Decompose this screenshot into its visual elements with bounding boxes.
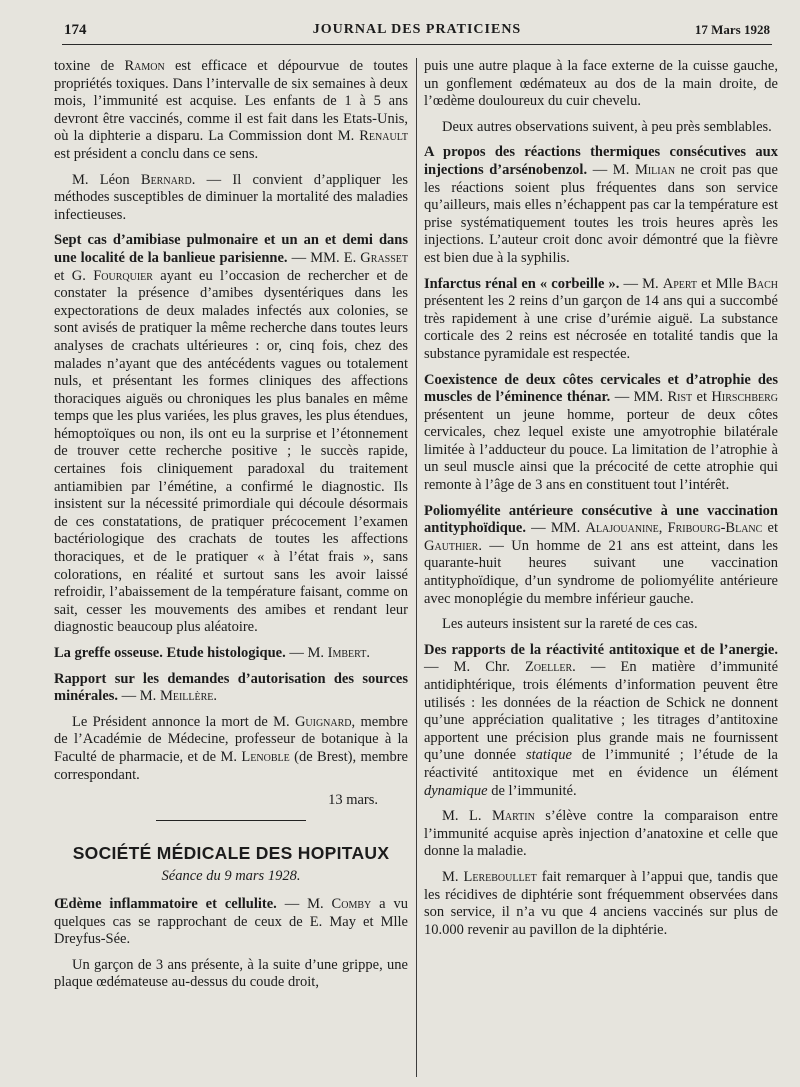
date-line: 13 mars. (328, 792, 378, 809)
article-title-greffe: La greffe osseuse. Etude histologique. (54, 645, 286, 661)
article-title-rapports: Des rapports de la réactivité antitoxique et de l’anergie. (424, 641, 778, 658)
paragraph-bernard: M. Léon Bernard. — Il convient d’appliquer les méthodes susceptibles de diminuer la mortalité des maladies infectieuses. (54, 171, 409, 223)
section-title: SOCIÉTÉ MÉDICALE DES HOPITAUX (72, 842, 390, 863)
paragraph-polio-rarete: Les auteurs insistent sur la rareté de ces cas. (442, 616, 698, 633)
article-title-reactions: A propos des réactions thermiques consécutives aux injections d’arsénobenzol. (424, 144, 778, 178)
paragraph-garcon: Un garçon de 3 ans présente, à la suite d’une grippe, une plaque œdémateuse au-dessus du coude droit, (54, 956, 408, 991)
header-rule (62, 44, 772, 45)
section-rule (156, 820, 306, 821)
issue-date: 17 Mars 1928 (694, 22, 770, 37)
column-divider (416, 58, 417, 1077)
paragraph-martin: M. L. Martin s’élève contre la comparaison entre l’immunité acquise après injection d’anatoxine et celle que donne la maladie. (424, 808, 778, 860)
paragraph-lereboullet: M. Lereboullet fait remarquer à l’appui que, tandis que les récidives de diphtérie sont fréquemment observées dans son service, il n’a vu que 4 anciens vaccinés sur plus de 10.000 revenir au pavillon de la diphtérie. (424, 868, 778, 938)
left-column: toxine de Ramon est efficace et dépourvue de toutes propriétés toxiques. Dans l’intervalle de six semaines à deux mois, l’immunité est acquise. Les enfants de 1 à 5 ans devront être vaccinés, comme il est fait dans les Etats-Unis, où la diphterie a disparu. La Commission dont M. Renault est président a conclu dans ce sens. M. Léon Bernard. — Il convient d’appliquer les méthodes susceptibles de diminuer la mortalité des maladies infectieuses. Sept cas d’amibiase pulmonaire et un an et demi dans une localité de la banlieue parisienne. — MM. E. Grasset et G. Fourquier ayant eu l’occasion de rechercher et de constater la présence d’amibes dysentériques dans les expectorations de deux malades infectés aux colonies, se sont avisés de pratiquer la même recherche dans toutes leurs analyses de crachats ultérieures : or, cinq fois, chez des malades n’ayant que des antécédents vagues ou totalement nuls, et présentant les formes cliniques des affections thoraciques aiguës ou chroniques les plus banales en même temps que les plus variées, les plus graves, les plus étendues, hémoptoïques ou non, ils ont eu la surprise et l’étonnement de trouver cette recherche positive ; le succès rapide, certaines fois cliniquement paradoxal du traitement antiamibien par l’émétine, a confirmé le diagnostic. Ils insistent sur la nécessité primordiale qui découle désormais de ces constatations, de pratiquer précocement l’examen bactériologique des crachats de toutes les affections thoraciques, et de le pratiquer « à l’état frais », sans colorations, en réalité et surtout sans les avoir laissé refroidir, l’abaissement de la température faisant, comme on sait, cesser les mouvements des amibes et rendant leur diagnostic beaucoup plus aléatoire. La greffe osseuse. Etude histologique. — M. Imbert. Rapport sur les demandes d’autorisation des sources minérales. — M. Meillère. Le Président annonce la mort de M. Guignard, membre de l’Académie de Médecine, professeur de botanique à la Faculté de pharmacie, et de M. Lenoble (de Brest), membre correspondant. 13 mars. SOCIÉTÉ MÉDICALE DES HOPITAUX Séance du 9 mars 1928. Œdème inflammatoire et cellulite. — M. Comby a vu quelques cas se rapprochant de ceux de E. May et Mlle Dreyfus-Sée. Un garçon de 3 ans présente, à la suite d’une grippe, une plaque œdémateuse au-dessus du coude droit, (54, 58, 409, 991)
page-header (64, 22, 770, 40)
article-title-rapport: Rapport sur les demandes d’autorisation des sources minérales. (54, 670, 408, 705)
article-title-amibiase: Sept cas d’amibiase pulmonaire et un an et demi dans une localité de la banlieue parisienne. (54, 232, 408, 266)
article-title-oedeme: Œdème inflammatoire et cellulite. (54, 895, 277, 912)
paragraph-plaque: puis une autre plaque à la face externe de la cuisse gauche, un gonflement œdémateux au dos de la main droite, de l’œdème douloureux du cuir chevelu. (424, 58, 778, 110)
article-title-coexistence: Coexistence de deux côtes cervicales et d’atrophie des muscles de l’éminence thénar. (424, 371, 778, 406)
journal-title: JOURNAL DES PRATICIENS (312, 22, 522, 37)
paragraph-president: Le Président annonce la mort de M. Guignard, membre de l’Académie de Médecine, professeur de botanique à la Faculté de pharmacie, et de M. Lenoble (de Brest), membre correspondant. (54, 713, 408, 783)
article-title-polio: Poliomyélite antérieure consécutive à une vaccination antityphoïdique. (424, 502, 778, 537)
article-title-infarctus: Infarctus rénal en « corbeille ». (424, 275, 620, 292)
paragraph-ramon: toxine de Ramon est efficace et dépourvue de toutes propriétés toxiques. Dans l’intervalle de six semaines à deux mois, l’immunité est acquise. Les enfants de 1 à 5 ans devront être vaccinés, comme il est fait dans les Etats-Unis, où la diphterie a disparu. La Commission dont M. Renault est président a conclu dans ce sens. (54, 58, 408, 162)
seance-line: Séance du 9 mars 1928. (161, 868, 301, 885)
right-column: puis une autre plaque à la face externe de la cuisse gauche, un gonflement œdémateux au dos de la main droite, de l’œdème douloureux du cuir chevelu. Deux autres observations suivent, à peu près semblables. A propos des réactions thermiques consécutives aux injections d’arsénobenzol. — M. Milian ne croit pas que les réactions soient plus fréquentes dans son service qu’ailleurs, mais elles n’échappent pas car la température est prise systématiquement toutes les trois heures après les injections. L’auteur croit donc avoir démontré que la fièvre est bien due à la syphilis. Infarctus rénal en « corbeille ». — M. Apert et Mlle Bach présentent les 2 reins d’un garçon de 14 ans qui a succombé très rapidement à une crise d’urémie aiguë. La substance corticale des 2 reins est nécrosée en totalité tandis que la substance pyramidale est respectée. Coexistence de deux côtes cervicales et d’atrophie des muscles de l’éminence thénar. — MM. Rist et Hirschberg présentent un jeune homme, porteur de deux côtes cervicales, chez lequel existe une amyotrophie bilatérale limitée à l’adducteur du pouce. La limitation de l’atrophie à un seul muscle ainsi que la précocité de cette atrophie qui remonte à l’âge de 3 ans en constituent tout l’intérêt. Poliomyélite antérieure consécutive à une vaccination antityphoïdique. — MM. Alajouanine, Fribourg-Blanc et Gauthier. — Un homme de 21 ans est atteint, dans les quarante-huit heures suivant une vaccination antityphoïdique, d’un syndrome de poliomyélite antérieure avec monoplégie du membre inférieur gauche. Les auteurs insistent sur la rareté de ces cas. Des rapports de la réactivité antitoxique et de l’anergie. — M. Chr. Zoeller. — En matière d’immunité antidiphtérique, trois éléments d’information peuvent être utilisés : les données de la réaction de Schick ne donnent qu’une appréciation qualitative ; les titrages d’antitoxine apportent une précision plus grande mais ne fournissent qu’une donnée statique de l’immunité ; l’étude de la réactivité antitoxique met en évidence un élément dynamique de l’immunité. M. L. Martin s’élève contre la comparaison entre l’immunité acquise après injection d’anatoxine et celle que donne la maladie. M. Lereboullet fait remarquer à l’appui que, tandis que les récidives de diphtérie sont fréquemment observées dans son service, il n’a vu que 4 anciens vaccinés sur plus de 10.000 revenir au pavillon de la diphtérie. (424, 58, 779, 938)
page-number: 174 (64, 22, 87, 38)
paragraph-observations: Deux autres observations suivent, à peu près semblables. (442, 118, 772, 135)
